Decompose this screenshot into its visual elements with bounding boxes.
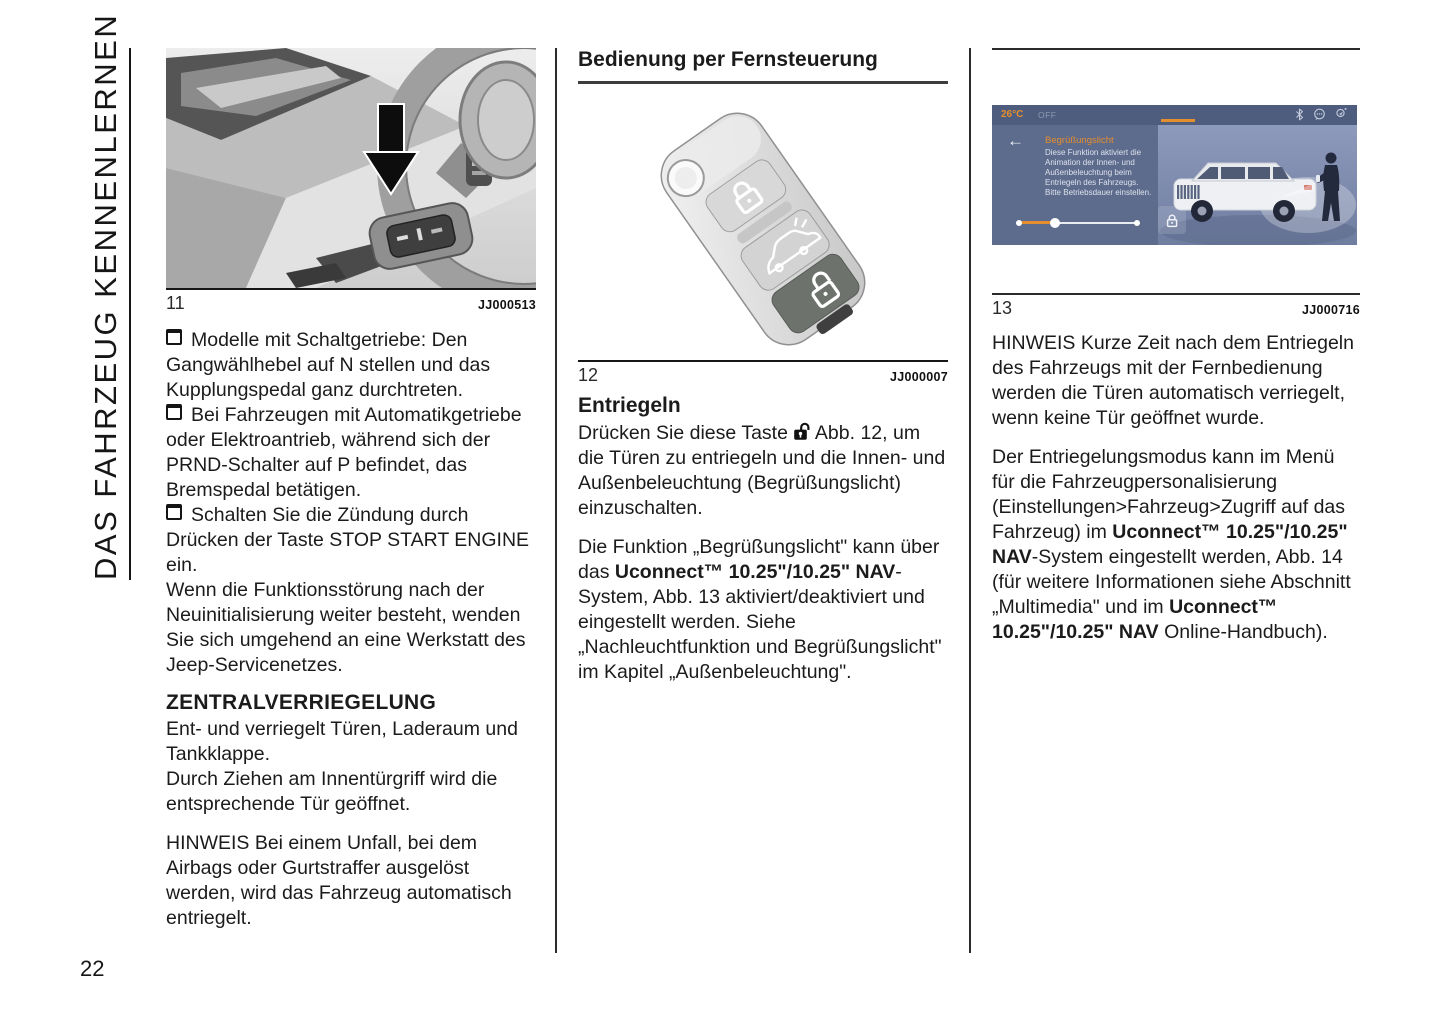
dashboard-start-button-illustration — [166, 48, 536, 290]
climate-off-label: OFF — [1038, 110, 1057, 120]
tab-indicator — [1161, 119, 1195, 122]
figure-code: JJ000513 — [477, 298, 536, 312]
list-marker-icon — [166, 504, 182, 520]
figure-number: 12 — [578, 365, 599, 385]
paragraph — [992, 445, 1360, 645]
back-arrow-icon: ← — [1007, 131, 1024, 150]
text-run: Drücken Sie diese Taste — [578, 422, 788, 444]
sub-heading: Entriegeln — [578, 394, 681, 417]
figure-number: 11 — [166, 293, 185, 313]
uconnect-setting-description: Diese Funktion aktiviert die Animation der Innen- und Außenbeleuchtung beim Entriegeln des Fahrzeugs. Bitte Betriebsdauer einstellen. — [1045, 148, 1152, 197]
vehicle-photo — [1158, 125, 1357, 245]
chapter-title-vertical: DAS FAHRZEUG KENNENLERNEN — [88, 12, 123, 580]
text-run: -System eingestellt werden, Abb. 14 (für weitere Informationen siehe Abschnitt „Multimedia" und im — [992, 546, 1351, 618]
key-fob-illustration — [578, 98, 948, 362]
uconnect-screenshot — [992, 105, 1357, 245]
bullet-text: Modelle mit Schaltgetriebe: Den Gangwählhebel auf N stellen und das Kupplungspedal ganz durchtreten. — [166, 329, 491, 401]
text-run: Der Entriegelungsmodus kann im Menü für die Fahrzeugpersonalisierung (Einstellungen>Fahrzeug>Zugriff auf das Fahrzeug) im — [992, 446, 1346, 543]
sidebar-rule — [129, 48, 131, 580]
column-separator — [969, 48, 971, 953]
chat-icon — [1313, 108, 1326, 121]
figure-top-rule — [992, 48, 1360, 50]
duration-slider — [1016, 215, 1140, 229]
location-icon — [1335, 108, 1347, 121]
slider-max-dot — [1134, 220, 1140, 226]
paragraph: Wenn die Funktionsstörung nach der Neuinitialisierung weiter besteht, wenden Sie sich umgehend an eine Werkstatt des Jeep-Servicenetzes. — [166, 579, 526, 676]
open-padlock-icon — [793, 422, 810, 441]
column-1 — [166, 48, 536, 931]
figure-11 — [166, 48, 536, 314]
bullet-text: Schalten Sie die Zündung durch Drücken der Taste STOP START ENGINE ein. — [166, 504, 530, 576]
text-run-bold: Uconnect™ 10.25"/10.25" NAV — [992, 521, 1348, 568]
heading-rule — [578, 81, 948, 84]
figure-code: JJ000007 — [889, 370, 948, 384]
section-heading: ZENTRALVERRIEGELUNG — [166, 691, 437, 714]
slider-track — [1055, 222, 1137, 224]
column-3 — [992, 48, 1360, 645]
page-number: 22 — [80, 956, 105, 981]
column-2 — [578, 48, 948, 685]
lock-icon — [1165, 213, 1179, 228]
bullet-item — [166, 403, 536, 503]
list-marker-icon — [166, 329, 182, 345]
note-paragraph: HINWEIS Kurze Zeit nach dem Entriegeln des Fahrzeugs mit der Fernbedienung werden die Türen automatisch verriegelt, wenn keine Tür geöffnet wurde. — [992, 332, 1354, 429]
section-heading: Bedienung per Fernsteuerung — [578, 48, 878, 71]
bullet-text: Bei Fahrzeugen mit Automatikgetriebe oder Elektroantrieb, während sich der PRND-Schalter auf P befindet, das Bremspedal betätigen. — [166, 404, 522, 501]
paragraph — [578, 421, 948, 521]
temperature-readout: 26°C — [1001, 109, 1024, 120]
statusbar-icons — [1295, 108, 1347, 121]
paragraph: Ent- und verriegelt Türen, Laderaum und Tankklappe. — [166, 718, 518, 765]
figure-12 — [578, 98, 948, 386]
text-run: Abb. 12, um die Türen zu entriegeln und die Innen- und Außenbeleuchtung (Begrüßungslicht) einzuschalten. — [578, 422, 946, 519]
text-run: -System, Abb. 13 aktiviert/deaktiviert und eingestellt werden. Siehe „Nachleuchtfunktion und Begrüßungslicht" im Kapitel „Außenbeleuchtung". — [578, 561, 942, 683]
bluetooth-icon — [1295, 108, 1304, 121]
bullet-item — [166, 503, 536, 578]
figure-number: 13 — [992, 298, 1013, 318]
paragraph: Durch Ziehen am Innentürgriff wird die entsprechende Tür geöffnet. — [166, 768, 498, 815]
text-run-bold: Uconnect™ 10.25"/10.25" NAV — [992, 596, 1278, 643]
paragraph — [578, 535, 948, 685]
list-marker-icon — [166, 404, 182, 420]
note-paragraph: HINWEIS Bei einem Unfall, bei dem Airbags oder Gurtstraffer ausgelöst werden, wird das Fahrzeug automatisch entriegelt. — [166, 832, 512, 929]
text-run: Die Funktion „Begrüßungslicht" kann über das — [578, 536, 940, 583]
uconnect-setting-title: Begrüßungslicht — [1045, 135, 1114, 146]
text-run-bold: Uconnect™ 10.25"/10.25" NAV — [614, 561, 896, 583]
figure-13 — [992, 105, 1360, 245]
slider-thumb — [1050, 218, 1060, 228]
lock-badge — [1158, 206, 1186, 234]
figure-bottom-rule — [992, 293, 1360, 295]
column-separator — [555, 48, 557, 953]
bullet-item — [166, 328, 536, 403]
text-run: Online-Handbuch). — [1158, 621, 1328, 643]
slider-min-dot — [1016, 220, 1022, 226]
figure-code: JJ000716 — [1301, 303, 1360, 317]
